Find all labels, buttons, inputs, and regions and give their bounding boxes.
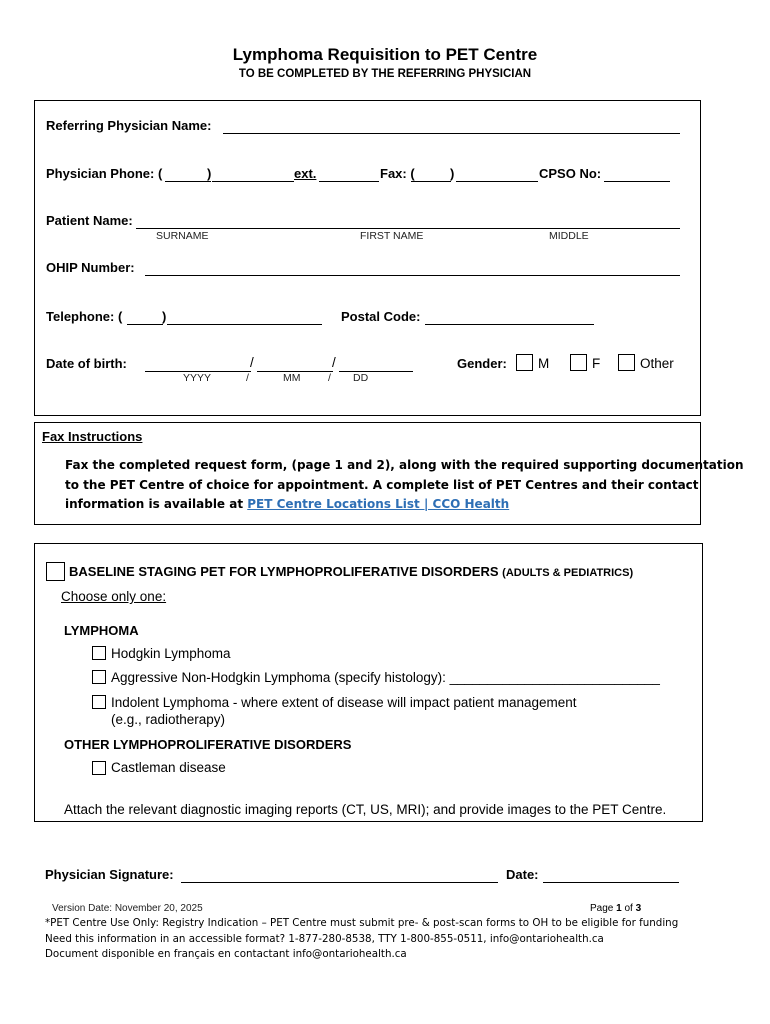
hodgkin-checkbox[interactable] — [92, 646, 106, 660]
dob-slash-1: / — [250, 355, 254, 370]
fax-instructions-heading: Fax Instructions — [42, 429, 143, 444]
aggressive-nhl-label: Aggressive Non-Hodgkin Lymphoma (specify histology): ____________________________ — [111, 670, 660, 685]
dob-label: Date of birth: — [46, 356, 127, 371]
page-number: 1 — [616, 903, 622, 914]
baseline-staging-heading — [69, 564, 633, 579]
indolent-checkbox[interactable] — [92, 695, 106, 709]
baseline-staging-title: BASELINE STAGING PET FOR LYMPHOPROLIFERATIVE DISORDERS — [69, 564, 499, 579]
castleman-checkbox[interactable] — [92, 761, 106, 775]
gender-f-checkbox[interactable] — [570, 354, 587, 371]
fax-instructions-line-2: to the PET Centre of choice for appointment. A complete list of PET Centres and their contact — [65, 477, 699, 492]
referring-physician-field[interactable] — [223, 133, 680, 134]
footer-french-note: Document disponible en français en contactant info@ontariohealth.ca — [45, 948, 407, 960]
gender-other-label: Other — [640, 356, 674, 371]
physician-phone-field[interactable] — [212, 181, 294, 182]
gender-label: Gender: — [457, 356, 507, 371]
ohip-field[interactable] — [145, 275, 680, 276]
postal-code-label: Postal Code: — [341, 309, 421, 324]
physician-patient-section — [34, 100, 701, 416]
patient-name-label: Patient Name: — [46, 213, 133, 228]
indolent-label-line-1: Indolent Lymphoma - where extent of disease will impact patient management — [111, 695, 577, 710]
postal-code-field[interactable] — [425, 324, 594, 325]
ohip-label: OHIP Number: — [46, 260, 135, 275]
footer-accessibility-note: Need this information in an accessible format? 1-877-280-8538, TTY 1-800-855-0511, info@ontariohealth.ca — [45, 933, 604, 945]
date-label: Date: — [506, 867, 539, 882]
physician-phone-label: Physician Phone: ( — [46, 166, 163, 181]
gender-m-checkbox[interactable] — [516, 354, 533, 371]
dob-caption-slash-1: / — [246, 372, 249, 384]
fax-instructions-line-3 — [65, 495, 695, 515]
cpso-label: CPSO No: — [539, 166, 602, 181]
date-field[interactable] — [543, 882, 679, 883]
page-indicator — [590, 903, 641, 914]
fax-close-paren: ) — [450, 166, 455, 181]
page-of: of — [621, 903, 636, 914]
first-name-caption: FIRST NAME — [360, 230, 424, 242]
mm-caption: MM — [283, 372, 301, 384]
middle-caption: MIDDLE — [549, 230, 589, 242]
telephone-close-paren: ) — [162, 309, 167, 324]
ext-field[interactable] — [319, 181, 379, 182]
page-prefix: Page — [590, 903, 617, 914]
baseline-staging-checkbox[interactable] — [46, 562, 65, 581]
indolent-label-line-2: (e.g., radiotherapy) — [111, 712, 226, 727]
fax-area-field[interactable] — [411, 181, 451, 182]
physician-signature-label: Physician Signature: — [45, 867, 174, 882]
dob-day-field[interactable] — [339, 371, 413, 372]
referring-physician-label: Referring Physician Name: — [46, 118, 212, 133]
surname-caption: SURNAME — [156, 230, 209, 242]
choose-only-one-label: Choose only one: — [61, 589, 167, 604]
version-date: Version Date: November 20, 2025 — [52, 903, 203, 914]
gender-other-checkbox[interactable] — [618, 354, 635, 371]
baseline-staging-suffix: (ADULTS & PEDIATRICS) — [502, 567, 634, 579]
fax-field[interactable] — [456, 181, 538, 182]
castleman-label: Castleman disease — [111, 760, 226, 775]
pet-centre-locations-link[interactable]: PET Centre Locations List | CCO Health — [247, 497, 510, 511]
aggressive-nhl-checkbox[interactable] — [92, 670, 106, 684]
fax-instructions-section — [34, 422, 744, 525]
telephone-field[interactable] — [167, 324, 322, 325]
lymphoma-heading: LYMPHOMA — [64, 623, 139, 638]
dob-slash-2: / — [332, 355, 336, 370]
physician-phone-area-field[interactable] — [165, 181, 211, 182]
page-subtitle: TO BE COMPLETED BY THE REFERRING PHYSICIAN — [238, 68, 532, 80]
ext-label: ext. — [294, 166, 317, 181]
yyyy-caption: YYYY — [183, 372, 212, 384]
gender-m-label: M — [538, 356, 550, 371]
telephone-area-field[interactable] — [127, 324, 163, 325]
other-disorders-heading: OTHER LYMPHOPROLIFERATIVE DISORDERS — [64, 737, 352, 752]
page-title: Lymphoma Requisition to PET Centre — [232, 45, 538, 64]
baseline-staging-section — [34, 543, 703, 822]
physician-signature-field[interactable] — [181, 882, 498, 883]
physician-phone-close-paren: ) — [207, 166, 212, 181]
page-total: 3 — [635, 903, 642, 914]
dd-caption: DD — [353, 372, 369, 384]
cpso-field[interactable] — [604, 181, 670, 182]
footer-registry-note: *PET Centre Use Only: Registry Indication – PET Centre must submit pre- & post-scan forms to OH to be eligible for funding — [45, 917, 679, 929]
dob-caption-slash-2: / — [328, 372, 331, 384]
fax-instructions-line-3-prefix: information is available at — [65, 497, 248, 511]
fax-instructions-text — [65, 456, 744, 515]
fax-instructions-line-1: Fax the completed request form, (page 1 and 2), along with the required supporting documentation — [65, 458, 744, 472]
telephone-label: Telephone: ( — [46, 309, 123, 324]
gender-f-label: F — [592, 356, 601, 371]
patient-name-field[interactable] — [136, 228, 680, 229]
hodgkin-label: Hodgkin Lymphoma — [111, 646, 231, 661]
fax-label: Fax: ( — [380, 166, 415, 181]
attach-reports-note: Attach the relevant diagnostic imaging reports (CT, US, MRI); and provide images to the PET Centre. — [64, 802, 667, 817]
